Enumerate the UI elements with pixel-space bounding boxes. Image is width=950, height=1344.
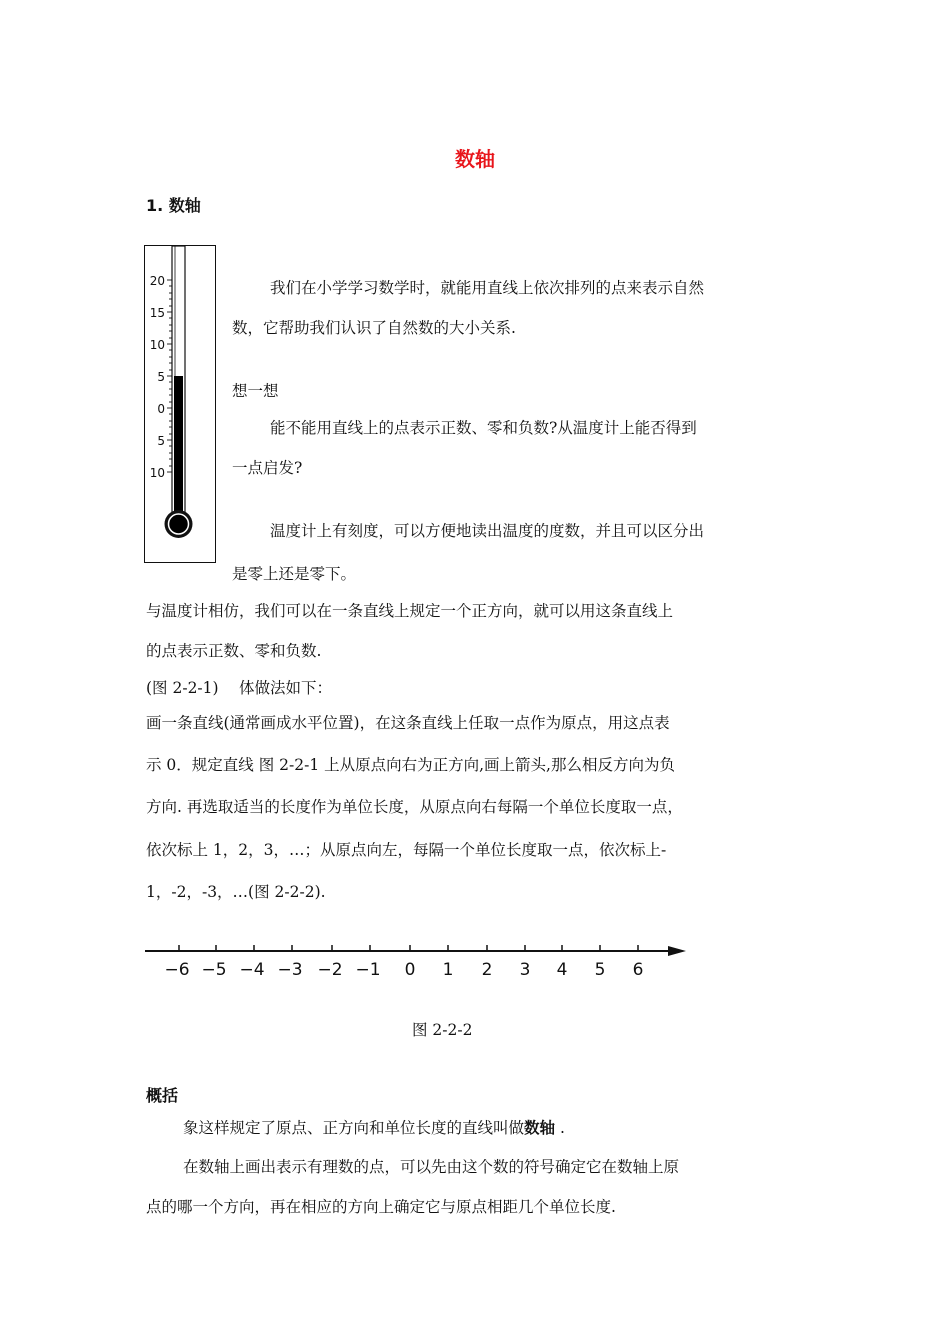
number-line xyxy=(140,938,700,988)
mercury-column xyxy=(174,376,183,516)
summary-heading: 概括 xyxy=(146,1086,179,1105)
method-line: 依次标上 1，2，3，…；从原点向左，每隔一个单位长度取一点，依次标上- xyxy=(146,841,667,859)
think-heading: 想一想 xyxy=(232,382,279,400)
thermometer-figure xyxy=(144,245,216,563)
keyword-number-axis: 数轴 xyxy=(524,1119,556,1137)
method-line: 示 0．规定直线 图 2-2-1 上从原点向右为正方向,画上箭头,那么相反方向为负 xyxy=(146,756,675,774)
tick-label: 4 xyxy=(556,960,568,980)
tick-label: −4 xyxy=(239,960,265,980)
tick-label: 3 xyxy=(519,960,531,980)
tick-label: 1 xyxy=(442,960,454,980)
summary-line xyxy=(183,1118,565,1138)
thermo-label: 20 xyxy=(149,274,165,288)
tick-label: −6 xyxy=(164,960,190,980)
figure-reference: (图 2-2-1) 体做法如下： xyxy=(146,679,333,697)
think-line: 能不能用直线上的点表示正数、零和负数?从温度计上能否得到 xyxy=(270,419,697,437)
method-line: 方向. 再选取适当的长度作为单位长度，从原点向右每隔一个单位长度取一点， xyxy=(146,798,683,816)
tick-label: −3 xyxy=(277,960,303,980)
summary-line: 点的哪一个方向，再在相应的方向上确定它与原点相距几个单位长度. xyxy=(146,1198,616,1216)
summary-line: 在数轴上画出表示有理数的点，可以先由这个数的符号确定它在数轴上原 xyxy=(183,1158,680,1176)
arrow-right-icon xyxy=(668,946,686,956)
method-line: 1，-2，-3，…(图 2-2-2). xyxy=(146,883,326,901)
thermo-label: 10 xyxy=(149,338,165,352)
thermo-label: 0 xyxy=(157,402,165,416)
tick-label: 0 xyxy=(404,960,416,980)
thermo-label: 15 xyxy=(149,306,165,320)
section-heading: 1. 数轴 xyxy=(146,196,201,215)
thermo-label: 5 xyxy=(157,434,165,448)
tick-label: 6 xyxy=(632,960,644,980)
number-line-figure xyxy=(140,938,700,992)
thermo-label: 5 xyxy=(157,370,165,384)
temp-line: 是零上还是零下。 xyxy=(232,565,357,583)
intro-line: 我们在小学学习数学时，就能用直线上依次排列的点来表示自然 xyxy=(270,279,705,297)
summary-text: 象这样规定了原点、正方向和单位长度的直线叫做 xyxy=(183,1119,525,1137)
similar-line: 与温度计相仿，我们可以在一条直线上规定一个正方向，就可以用这条直线上 xyxy=(146,602,674,620)
similar-line: 的点表示正数、零和负数. xyxy=(146,642,322,660)
tick-label: −2 xyxy=(317,960,343,980)
summary-text: . xyxy=(555,1119,565,1137)
think-line: 一点启发? xyxy=(232,459,303,477)
temp-line: 温度计上有刻度，可以方便地读出温度的度数，并且可以区分出 xyxy=(270,522,705,540)
intro-line: 数，它帮助我们认识了自然数的大小关系. xyxy=(232,319,516,337)
page-title: 数轴 xyxy=(455,147,495,171)
thermo-label: 10 xyxy=(149,466,165,480)
tick-label: 2 xyxy=(481,960,493,980)
tick-label: −5 xyxy=(201,960,227,980)
method-line: 画一条直线(通常画成水平位置)，在这条直线上任取一点作为原点，用这点表 xyxy=(146,714,670,732)
figure-caption: 图 2-2-2 xyxy=(412,1021,473,1039)
tick-label: −1 xyxy=(355,960,381,980)
thermometer-icon xyxy=(145,246,215,561)
tick-label: 5 xyxy=(594,960,606,980)
